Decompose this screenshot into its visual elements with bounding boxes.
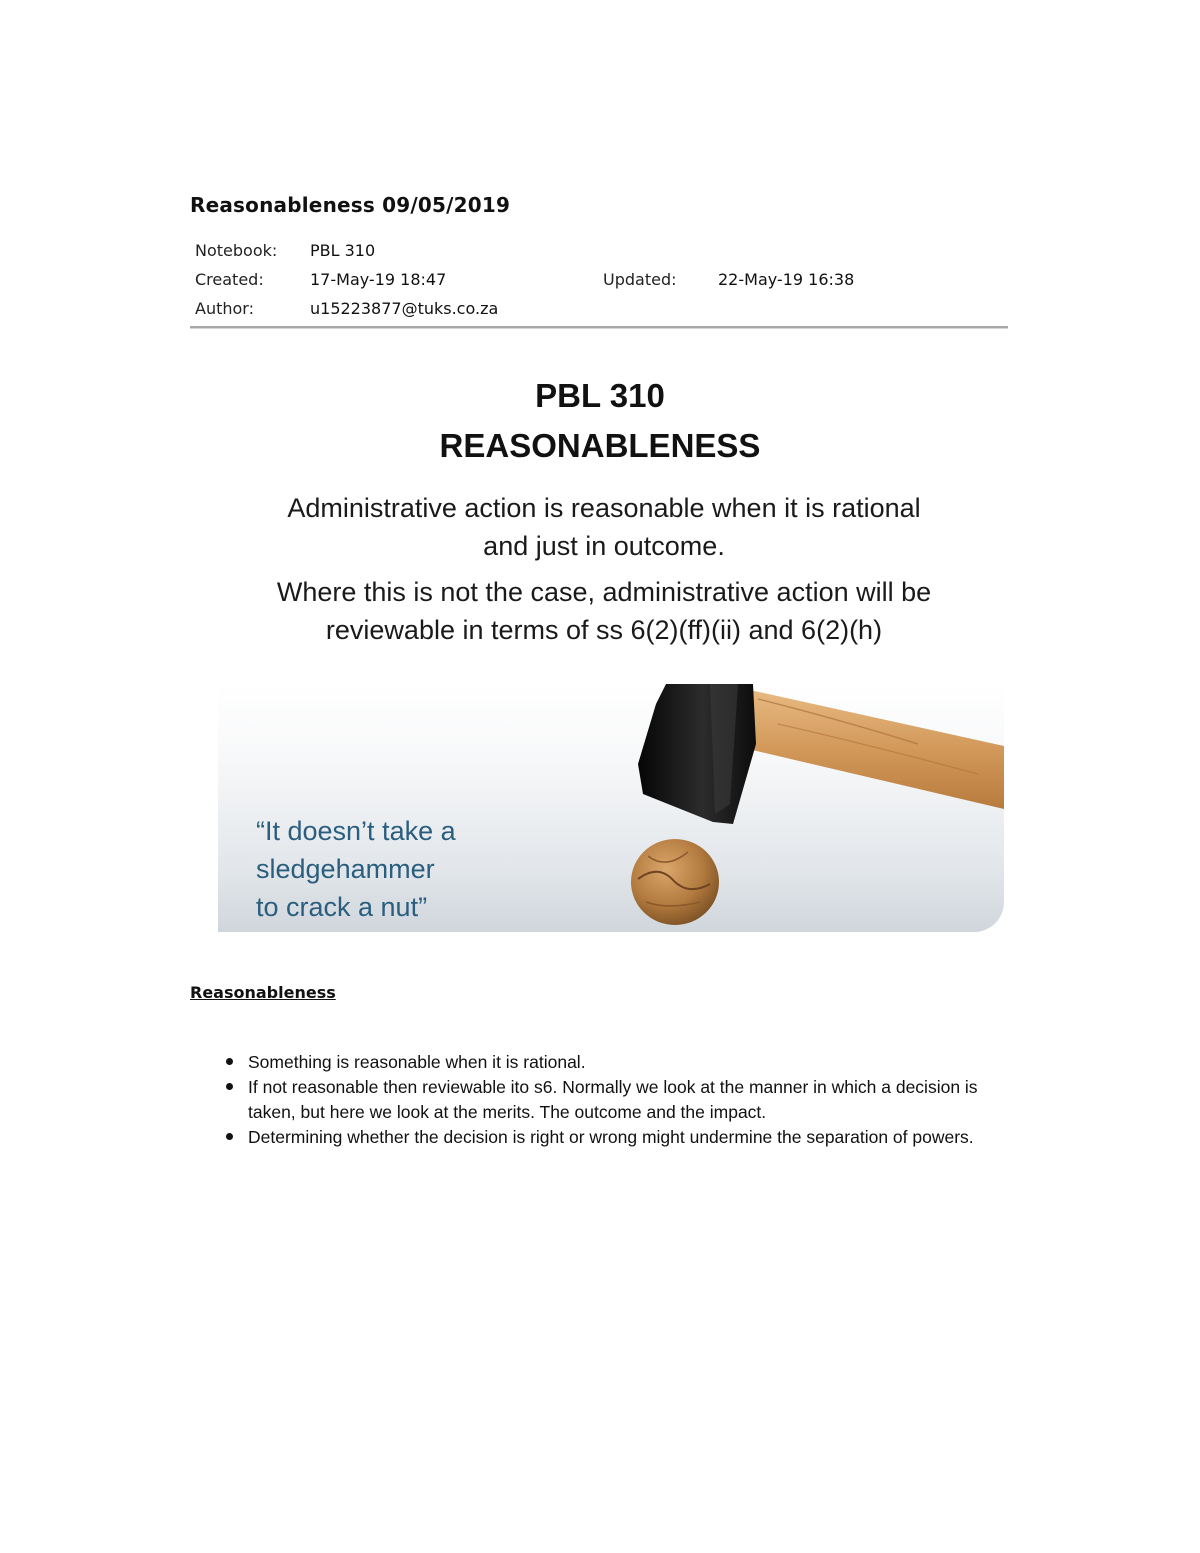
note-title: Reasonableness 09/05/2019: [190, 193, 511, 217]
slide-paragraph1-line1: Administrative action is reasonable when it is rational: [287, 493, 921, 523]
created-label: Created:: [195, 270, 264, 289]
list-item-text: If not reasonable then reviewable ito s6. Normally we look at the manner in which a decision is taken, but here we look at the merits. The outcome and the impact.: [248, 1077, 978, 1122]
slide-title-line2: REASONABLENESS: [439, 427, 761, 464]
meta-row-notebook: [195, 241, 1005, 270]
quote-line2: sledgehammer: [256, 854, 435, 884]
notebook-value: PBL 310: [310, 241, 376, 260]
list-item-text: Something is reasonable when it is rational.: [248, 1052, 586, 1072]
updated-value: 22-May-19 16:38: [718, 270, 855, 289]
section-heading: Reasonableness: [190, 983, 336, 1002]
slide-paragraph1-line2: and just in outcome.: [483, 531, 725, 561]
created-value: 17-May-19 18:47: [310, 270, 447, 289]
slide-title-line1: PBL 310: [535, 377, 665, 414]
note-metadata: [195, 241, 1005, 328]
slide-paragraph2-line2: reviewable in terms of ss 6(2)(ff)(ii) and 6(2)(h): [325, 615, 883, 645]
quote-line1: “It doesn’t take a: [256, 816, 456, 846]
list-item: [248, 1075, 1008, 1125]
bullet-icon: [226, 1133, 233, 1140]
slide-paragraph2-line1: Where this is not the case, administrative action will be: [276, 577, 932, 607]
list-item: [248, 1050, 1008, 1075]
walnut: [631, 839, 719, 925]
banner-quote: [256, 812, 456, 926]
bullet-list: [248, 1050, 1008, 1150]
header-divider: [190, 326, 1008, 329]
quote-line3: to crack a nut”: [256, 892, 428, 922]
list-item: [248, 1125, 1008, 1150]
sledgehammer-banner: [218, 684, 1004, 932]
author-value: u15223877@tuks.co.za: [310, 299, 499, 318]
author-label: Author:: [195, 299, 254, 318]
updated-label: Updated:: [603, 270, 677, 289]
notebook-label: Notebook:: [195, 241, 278, 260]
bullet-icon: [226, 1058, 233, 1065]
bullet-icon: [226, 1083, 233, 1090]
meta-row-author: [195, 299, 1005, 328]
list-item-text: Determining whether the decision is right or wrong might undermine the separation of powers.: [248, 1127, 974, 1147]
meta-row-created: [195, 270, 1005, 299]
